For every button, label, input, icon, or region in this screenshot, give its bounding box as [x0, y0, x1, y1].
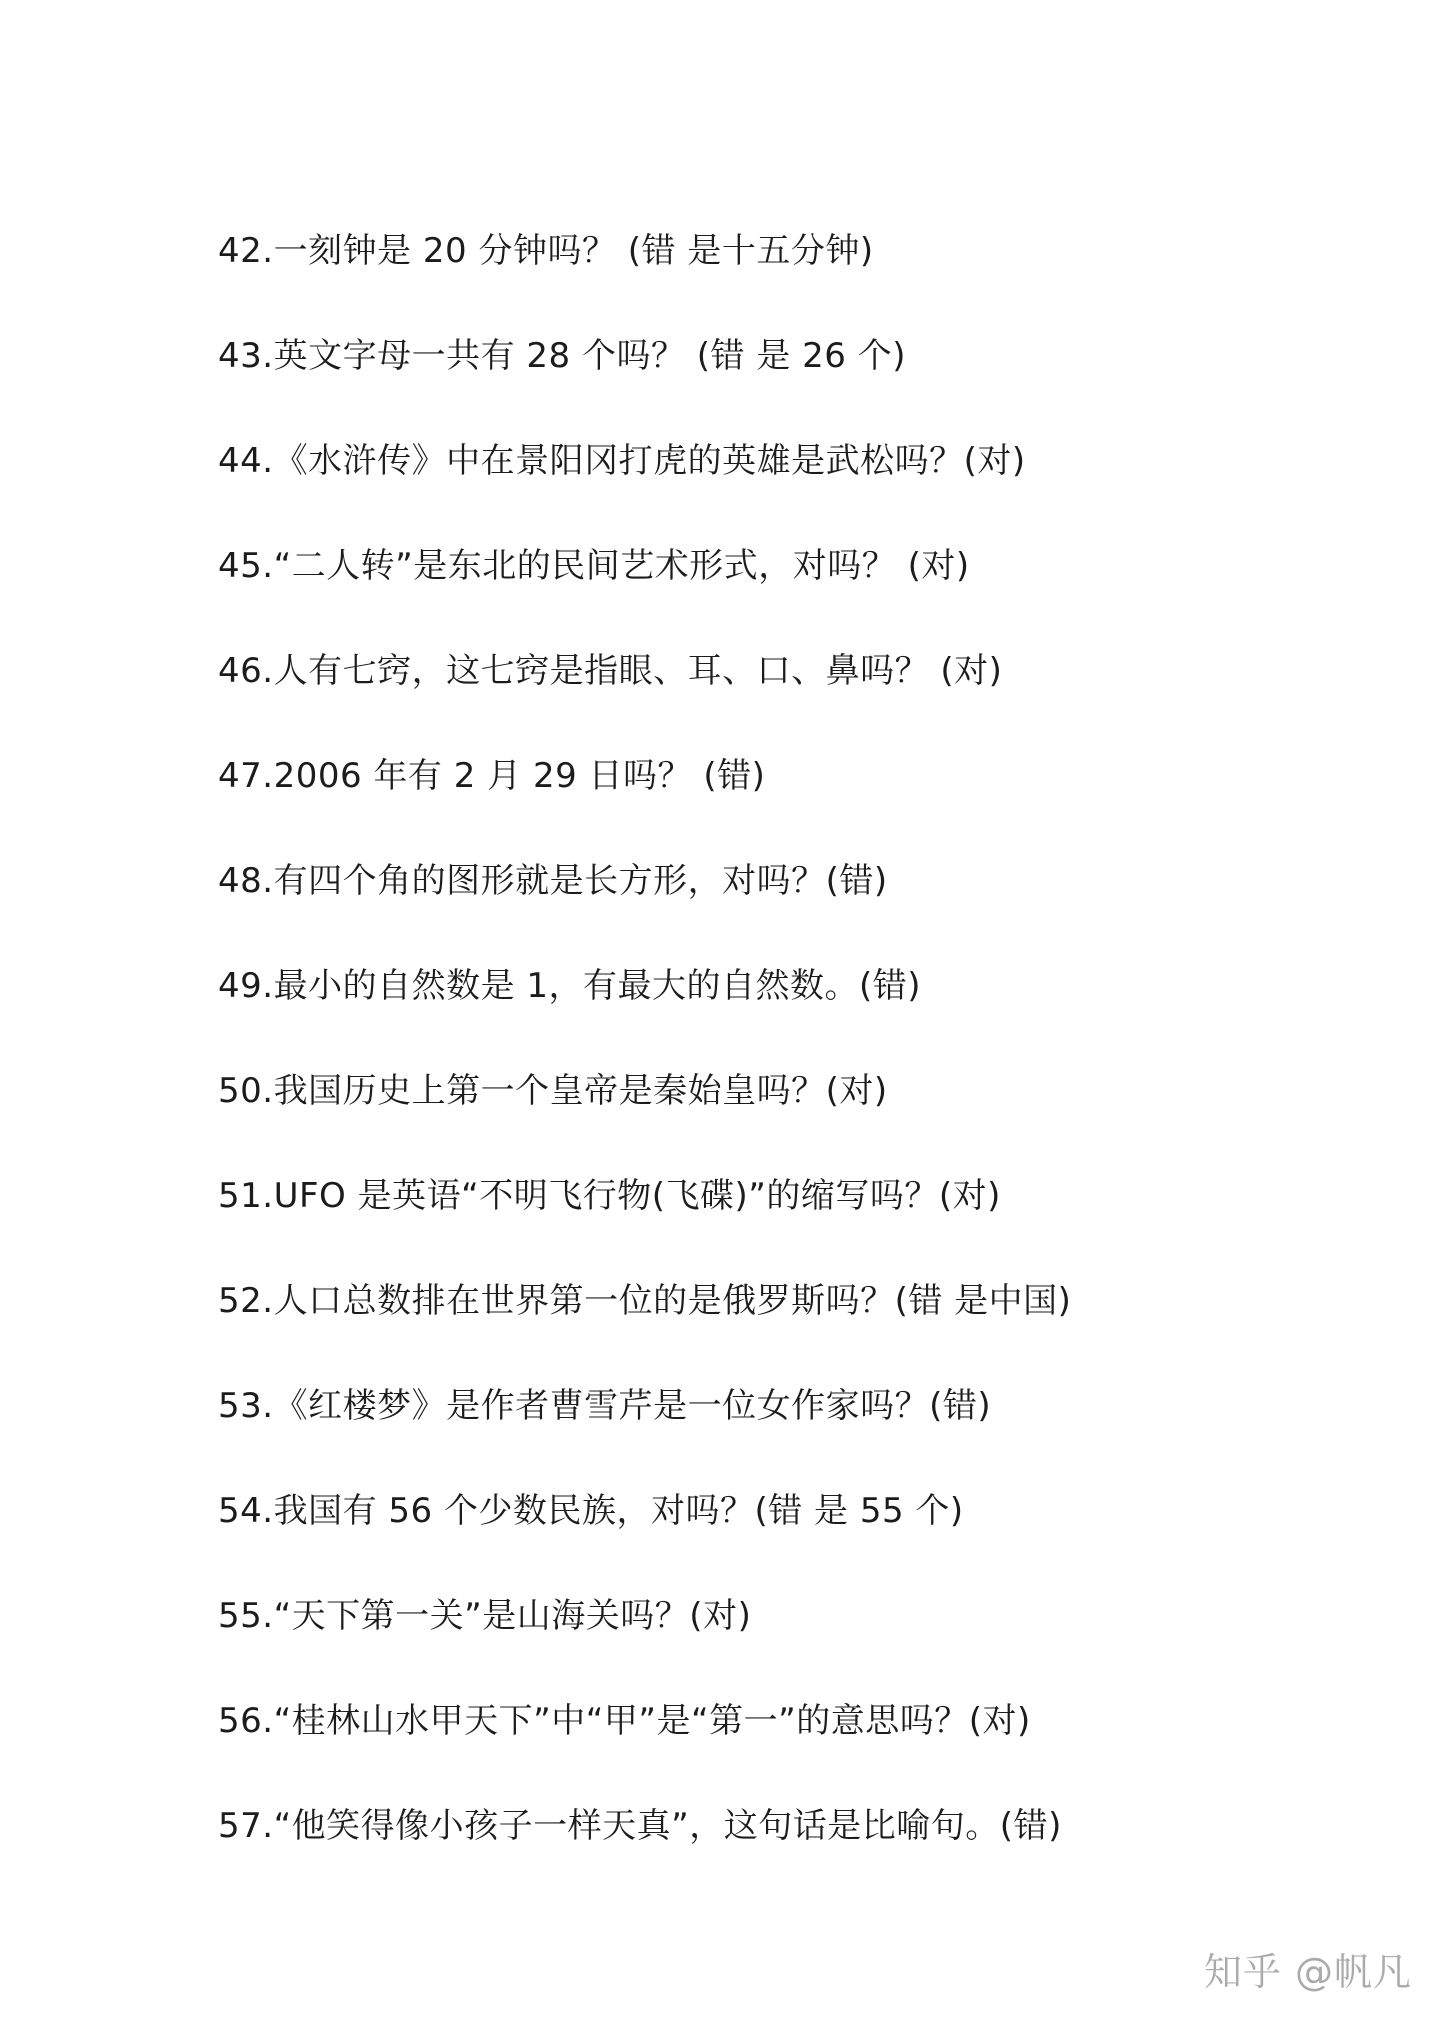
question-item: 48.有四个角的图形就是长方形，对吗？(错)	[218, 861, 888, 901]
question-item: 45.“二人转”是东北的民间艺术形式，对吗？ (对)	[218, 546, 970, 586]
question-item: 55.“天下第一关”是山海关吗？(对)	[218, 1596, 752, 1636]
question-item: 51.UFO 是英语“不明飞行物(飞碟)”的缩写吗？(对)	[218, 1176, 1001, 1216]
question-item: 43.英文字母一共有 28 个吗？ (错 是 26 个)	[218, 336, 906, 376]
question-item: 50.我国历史上第一个皇帝是秦始皇吗？(对)	[218, 1071, 888, 1111]
question-item: 54.我国有 56 个少数民族，对吗？(错 是 55 个)	[218, 1491, 964, 1531]
zhihu-watermark: 知乎 @帆凡	[1203, 1950, 1412, 1994]
question-item: 53.《红楼梦》是作者曹雪芹是一位女作家吗？(错)	[218, 1386, 992, 1426]
question-list	[218, 218, 1368, 1898]
question-item: 42.一刻钟是 20 分钟吗？ (错 是十五分钟)	[218, 231, 874, 271]
question-item: 57.“他笑得像小孩子一样天真”，这句话是比喻句。(错)	[218, 1806, 1062, 1846]
question-item: 49.最小的自然数是 1，有最大的自然数。(错)	[218, 966, 922, 1006]
question-item: 44.《水浒传》中在景阳冈打虎的英雄是武松吗？(对)	[218, 441, 1026, 481]
question-item: 52.人口总数排在世界第一位的是俄罗斯吗？(错 是中国)	[218, 1281, 1072, 1321]
question-item: 56.“桂林山水甲天下”中“甲”是“第一”的意思吗？(对)	[218, 1701, 1031, 1741]
question-item: 47.2006 年有 2 月 29 日吗？ (错)	[218, 756, 766, 796]
question-item: 46.人有七窍，这七窍是指眼、耳、口、鼻吗？ (对)	[218, 651, 1003, 691]
